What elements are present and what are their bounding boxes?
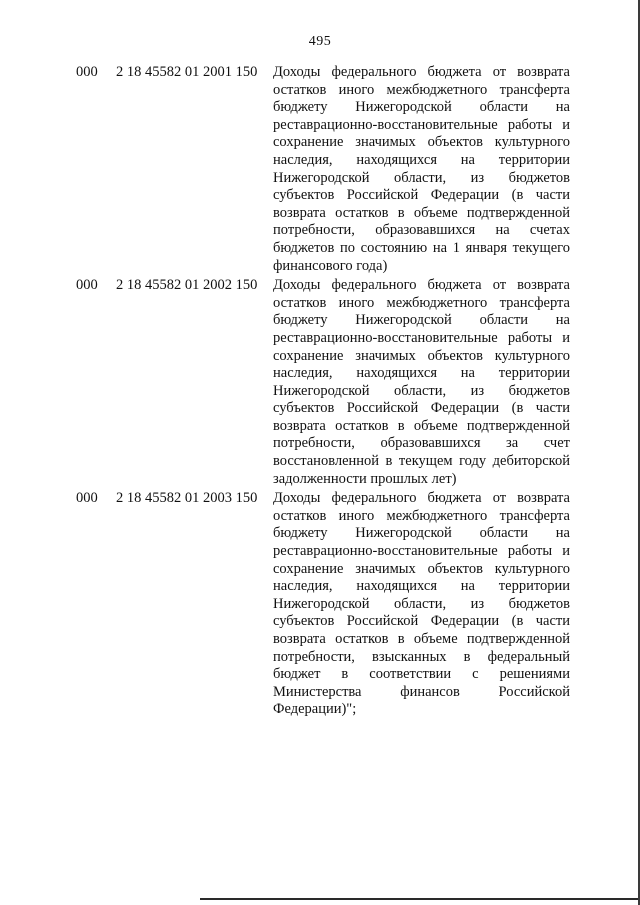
budget-codes-table (0, 64, 640, 719)
page-number: 495 (308, 34, 332, 49)
income-description: Доходы федерального бюджета от возврата остатков иного межбюджетного трансферта бюджету Нижегородской области на реставрационно-восстановительные работы и сохранение значимых объектов культурного наследия, находящихся на территории Нижегородской области, из бюджетов субъектов Российской Федерации (в части возврата остатков в объеме подтвержденной потребности, образовавшихся за счет восстановленной в текущем году дебиторской задолженности прошлых лет) (273, 277, 570, 487)
admin-code: 000 (76, 64, 98, 80)
scan-edge-bottom (200, 898, 640, 900)
income-description: Доходы федерального бюджета от возврата остатков иного межбюджетного трансферта бюджету Нижегородской области на реставрационно-восстановительные работы и сохранение значимых объектов культурного наследия, находящихся на территории Нижегородской области, из бюджетов субъектов Российской Федерации (в части возврата остатков в объеме подтвержденной потребности, взысканных в федеральный бюджет в соответствии с решениями Министерства финансов Российской Федерации)"; (273, 490, 570, 718)
table-row (0, 277, 640, 488)
budget-classification-code: 2 18 45582 01 2003 150 (116, 490, 258, 507)
admin-code: 000 (76, 490, 98, 507)
income-description: Доходы федерального бюджета от возврата остатков иного межбюджетного трансферта бюджету Нижегородской области на реставрационно-восстановительные работы и сохранение значимых объектов культурного наследия, находящихся на территории Нижегородской области, из бюджетов субъектов Российской Федерации (в части возврата остатков в объеме подтвержденной потребности, образовавшихся на счетах бюджетов по состоянию на 1 января текущего финансового года) (273, 64, 570, 274)
table-row (0, 490, 640, 719)
budget-classification-code: 2 18 45582 01 2001 150 (116, 64, 258, 80)
table-row (0, 64, 640, 275)
admin-code: 000 (76, 277, 98, 294)
budget-classification-code: 2 18 45582 01 2002 150 (116, 277, 258, 294)
